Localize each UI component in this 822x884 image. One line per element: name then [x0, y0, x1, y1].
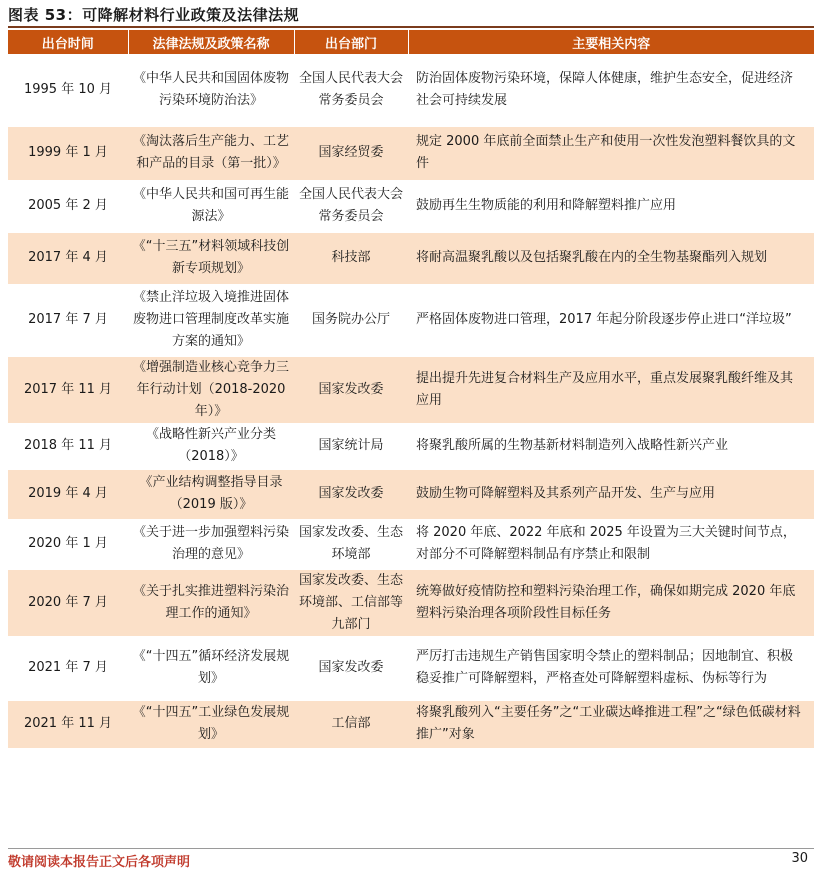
- cell-department: 国家发改委: [294, 356, 408, 423]
- header-department: 出台部门: [294, 30, 408, 54]
- cell-date: 2017 年 7 月: [8, 284, 128, 356]
- cell-content: 鼓励再生生物质能的利用和降解塑料推广应用: [408, 180, 814, 232]
- table-row: [8, 232, 814, 284]
- table-header-row: [8, 30, 814, 54]
- table-row: [8, 126, 814, 180]
- cell-content: 将聚乳酸所属的生物基新材料制造列入战略性新兴产业: [408, 423, 814, 469]
- cell-policy-name: 《战略性新兴产业分类（2018）》: [128, 423, 294, 469]
- cell-content: 严格固体废物进口管理，2017 年起分阶段逐步停止进口“洋垃圾”: [408, 284, 814, 356]
- table-row: [8, 519, 814, 569]
- cell-date: 2017 年 4 月: [8, 232, 128, 284]
- cell-date: 2021 年 11 月: [8, 700, 128, 748]
- cell-department: 国家统计局: [294, 423, 408, 469]
- cell-policy-name: 《淘汰落后生产能力、工艺和产品的目录（第一批）》: [128, 126, 294, 180]
- cell-policy-name: 《“十四五”工业绿色发展规划》: [128, 700, 294, 748]
- table-row: [8, 180, 814, 232]
- cell-department: 全国人民代表大会常务委员会: [294, 180, 408, 232]
- cell-date: 2021 年 7 月: [8, 636, 128, 700]
- cell-content: 提出提升先进复合材料生产及应用水平，重点发展聚乳酸纤维及其应用: [408, 356, 814, 423]
- cell-date: 2005 年 2 月: [8, 180, 128, 232]
- table-row: [8, 469, 814, 519]
- cell-department: 国家发改委: [294, 469, 408, 519]
- cell-content: 规定 2000 年底前全面禁止生产和使用一次性发泡塑料餐饮具的文件: [408, 126, 814, 180]
- table-row: [8, 423, 814, 469]
- cell-department: 国家发改委: [294, 636, 408, 700]
- policy-table: [8, 30, 814, 749]
- cell-date: 2020 年 7 月: [8, 569, 128, 636]
- cell-department: 工信部: [294, 700, 408, 748]
- cell-date: 2018 年 11 月: [8, 423, 128, 469]
- cell-content: 严厉打击违规生产销售国家明令禁止的塑料制品；因地制宜、积极稳妥推广可降解塑料，严格查处可降解塑料虚标、伪标等行为: [408, 636, 814, 700]
- table-row: [8, 284, 814, 356]
- cell-date: 2019 年 4 月: [8, 469, 128, 519]
- footer-disclaimer: 敬请阅读本报告正文后各项声明: [8, 855, 191, 870]
- table-row: [8, 700, 814, 748]
- cell-content: 鼓励生物可降解塑料及其系列产品开发、生产与应用: [408, 469, 814, 519]
- cell-date: 2017 年 11 月: [8, 356, 128, 423]
- cell-content: 将 2020 年底、2022 年底和 2025 年设置为三大关键时间节点，对部分不可降解塑料制品有序禁止和限制: [408, 519, 814, 569]
- footer-divider: [8, 848, 814, 849]
- title-divider: [8, 26, 814, 28]
- cell-policy-name: 《产业结构调整指导目录（2019 版）》: [128, 469, 294, 519]
- table-row: [8, 356, 814, 423]
- cell-department: 国家经贸委: [294, 126, 408, 180]
- cell-content: 防治固体废物污染环境，保障人体健康，维护生态安全，促进经济社会可持续发展: [408, 54, 814, 126]
- cell-department: 国务院办公厅: [294, 284, 408, 356]
- page-number: 30: [791, 851, 808, 866]
- header-content: 主要相关内容: [408, 30, 814, 54]
- cell-department: 全国人民代表大会常务委员会: [294, 54, 408, 126]
- cell-content: 统筹做好疫情防控和塑料污染治理工作，确保如期完成 2020 年底塑料污染治理各项阶段性目标任务: [408, 569, 814, 636]
- cell-policy-name: 《中华人民共和国可再生能源法》: [128, 180, 294, 232]
- cell-department: 科技部: [294, 232, 408, 284]
- cell-date: 1999 年 1 月: [8, 126, 128, 180]
- cell-department: 国家发改委、生态环境部: [294, 519, 408, 569]
- header-date: 出台时间: [8, 30, 128, 54]
- table-row: [8, 54, 814, 126]
- cell-content: 将耐高温聚乳酸以及包括聚乳酸在内的全生物基聚酯列入规划: [408, 232, 814, 284]
- cell-policy-name: 《“十三五”材料领域科技创新专项规划》: [128, 232, 294, 284]
- cell-policy-name: 《禁止洋垃圾入境推进固体废物进口管理制度改革实施方案的通知》: [128, 284, 294, 356]
- cell-date: 2020 年 1 月: [8, 519, 128, 569]
- cell-policy-name: 《增强制造业核心竞争力三年行动计划（2018-2020 年）》: [128, 356, 294, 423]
- table-row: [8, 569, 814, 636]
- header-policy-name: 法律法规及政策名称: [128, 30, 294, 54]
- cell-content: 将聚乳酸列入“主要任务”之“工业碳达峰推进工程”之“绿色低碳材料推广”对象: [408, 700, 814, 748]
- table-row: [8, 636, 814, 700]
- cell-date: 1995 年 10 月: [8, 54, 128, 126]
- cell-policy-name: 《关于扎实推进塑料污染治理工作的通知》: [128, 569, 294, 636]
- cell-policy-name: 《关于进一步加强塑料污染治理的意见》: [128, 519, 294, 569]
- page-title: 图表 53：可降解材料行业政策及法律法规: [8, 6, 300, 24]
- cell-department: 国家发改委、生态环境部、工信部等九部门: [294, 569, 408, 636]
- cell-policy-name: 《“十四五”循环经济发展规划》: [128, 636, 294, 700]
- cell-policy-name: 《中华人民共和国固体废物污染环境防治法》: [128, 54, 294, 126]
